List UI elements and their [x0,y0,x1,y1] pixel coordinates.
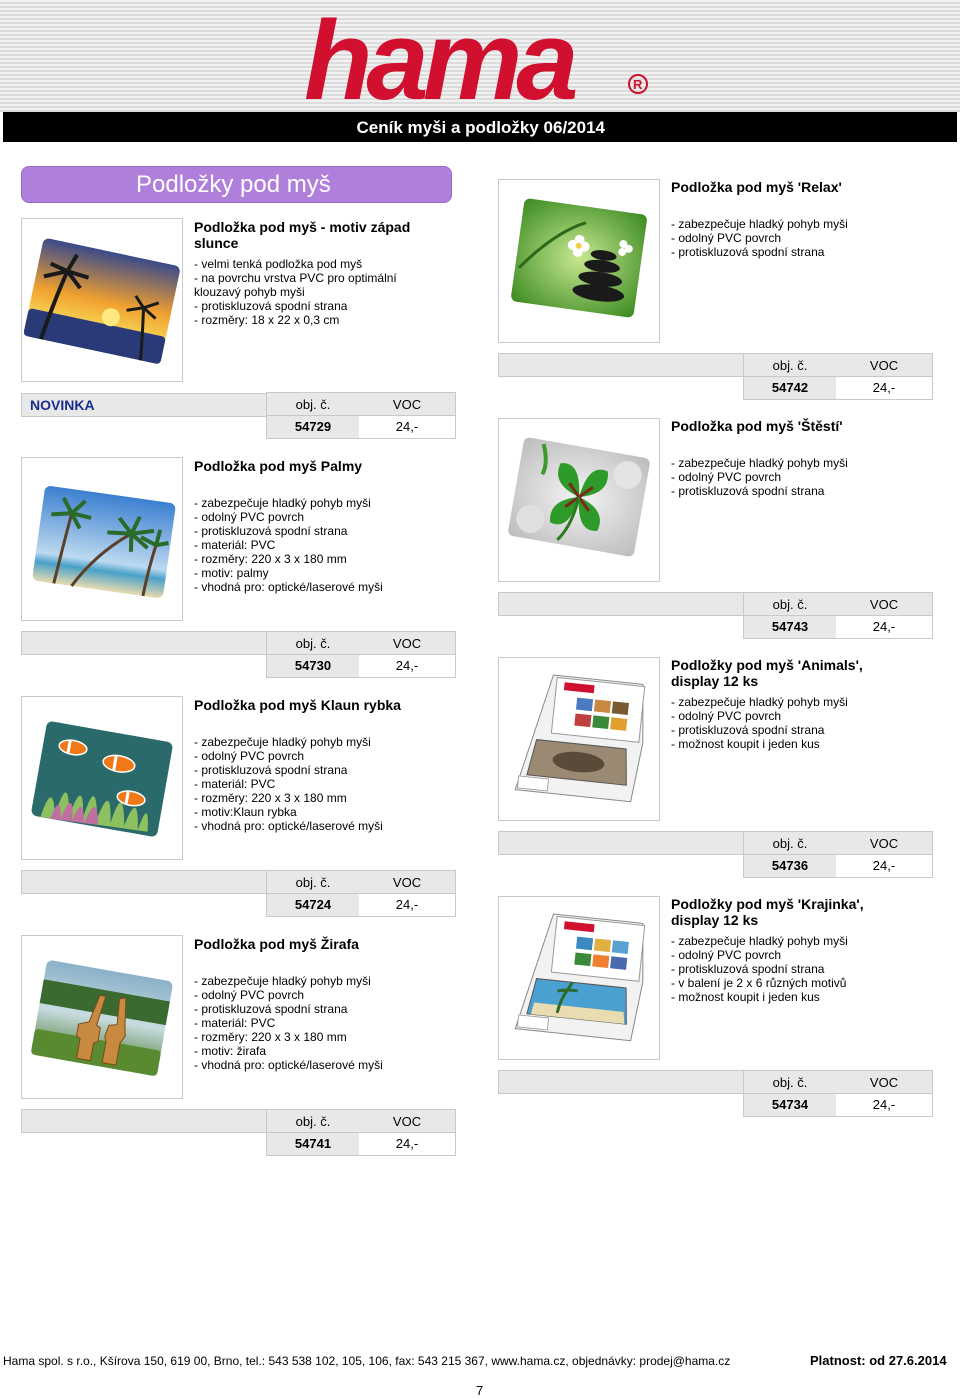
order-code: 54741 [267,1133,359,1155]
product-title: Podložka pod myš Klaun rybka [194,697,401,713]
order-row-spacer [21,631,268,655]
product-features: - zabezpečuje hladký pohyb myši - odolný PVC povrch - protiskluzová spodní strana [671,217,848,259]
animals-display-box-image [499,658,659,820]
price: 24,- [872,858,896,873]
product-features: - zabezpečuje hladký pohyb myši - odolný PVC povrch - protiskluzová spodní strana - možnost koupit i jeden kus [671,695,848,751]
product-title: Podložky pod myš 'Krajinka', display 12 ks [671,896,864,928]
svg-text:hama: hama [304,2,573,110]
footer-validity: Platnost: od 27.6.2014 [810,1353,947,1368]
hama-logo [300,2,680,110]
product-image-frame [21,935,183,1099]
product-title: Podložka pod myš - motiv západ slunce [194,219,411,251]
product-title: Podložky pod myš 'Animals', display 12 ks [671,657,863,689]
price: 24,- [872,1097,896,1112]
product-features: - zabezpečuje hladký pohyb myši - odolný PVC povrch - protiskluzová spodní strana - materiál: PVC - rozměry: 220 x 3 x 180 mm - motiv: palmy - vhodná pro: optické/laserové myši [194,496,383,594]
product-image-frame [498,657,660,821]
product-image-frame [498,418,660,582]
clover-mousepad-image [499,419,659,581]
order-row-spacer [498,353,745,377]
order-code: 54743 [744,616,836,638]
price: 24,- [872,619,896,634]
order-code: 54730 [267,655,359,677]
section-heading [21,166,452,203]
product-image-frame [21,457,183,621]
order-table: obj. č. VOC 54724 24,- [266,870,456,917]
page-number: 7 [476,1383,484,1398]
product-image-frame [21,696,183,860]
product-title: Podložka pod myš 'Štěstí' [671,418,843,434]
order-row-spacer [21,1109,268,1133]
product-title: Podložka pod myš Žirafa [194,936,359,952]
order-table: obj. č. VOC 54730 24,- [266,631,456,678]
price-list-title: Ceník myši a podložky 06/2014 [356,118,605,137]
footer-company-info: Hama spol. s r.o., Kšírova 150, 619 00, Brno, tel.: 543 538 102, 105, 106, fax: 543 215 367, www.hama.cz, objednávky: prodej@hama.cz [3,1354,731,1368]
price: 24,- [872,380,896,395]
price: 24,- [395,419,419,434]
order-row-spacer [498,592,745,616]
order-row-spacer [21,870,268,894]
product-features: - zabezpečuje hladký pohyb myši - odolný PVC povrch - protiskluzová spodní strana [671,456,848,498]
landscape-display-box-image [499,897,659,1059]
product-title: Podložka pod myš Palmy [194,458,363,474]
product-image-frame [498,896,660,1060]
order-table: obj. č. VOC 54734 24,- [743,1070,933,1117]
order-row-spacer [498,831,745,855]
order-code: 54734 [744,1094,836,1116]
new-badge [21,393,268,417]
product-image-frame [21,218,183,382]
order-code: 54742 [744,377,836,399]
price: 24,- [395,897,419,912]
giraffe-mousepad-image [22,936,182,1098]
sunset-palms-mousepad-image [22,219,182,381]
price: 24,- [395,1136,419,1151]
order-table: obj. č. VOC 54743 24,- [743,592,933,639]
new-badge-label: NOVINKA [30,397,95,413]
svg-text:R: R [633,77,643,92]
relax-stones-mousepad-image [499,180,659,342]
price: 24,- [395,658,419,673]
order-code: 54729 [267,416,359,438]
clownfish-mousepad-image [22,697,182,859]
section-title: Podložky pod myš [136,171,331,198]
palm-beach-mousepad-image [22,458,182,620]
order-table: obj. č. VOC 54736 24,- [743,831,933,878]
order-table: obj. č. VOC 54729 24,- [266,392,456,439]
product-features: - velmi tenká podložka pod myš - na povrchu vrstva PVC pro optimální klouzavý pohyb myši - protiskluzová spodní strana - rozměry: 18 x 22 x 0,3 cm [194,257,397,327]
product-image-frame [498,179,660,343]
product-features: - zabezpečuje hladký pohyb myši - odolný PVC povrch - protiskluzová spodní strana - materiál: PVC - rozměry: 220 x 3 x 180 mm - motiv:Klaun rybka - vhodná pro: optické/laserové myši [194,735,383,833]
order-code: 54724 [267,894,359,916]
product-features: - zabezpečuje hladký pohyb myši - odolný PVC povrch - protiskluzová spodní strana - materiál: PVC - rozměry: 220 x 3 x 180 mm - motiv: žirafa - vhodná pro: optické/laserové myši [194,974,383,1072]
order-table: obj. č. VOC 54741 24,- [266,1109,456,1156]
order-row-spacer [498,1070,745,1094]
price-list-title-bar [3,112,957,142]
order-table: obj. č. VOC 54742 24,- [743,353,933,400]
product-features: - zabezpečuje hladký pohyb myši - odolný PVC povrch - protiskluzová spodní strana - v balení je 2 x 6 různých motivů - možnost koupit i jeden kus [671,934,848,1004]
order-code: 54736 [744,855,836,877]
product-title: Podložka pod myš 'Relax' [671,179,842,195]
